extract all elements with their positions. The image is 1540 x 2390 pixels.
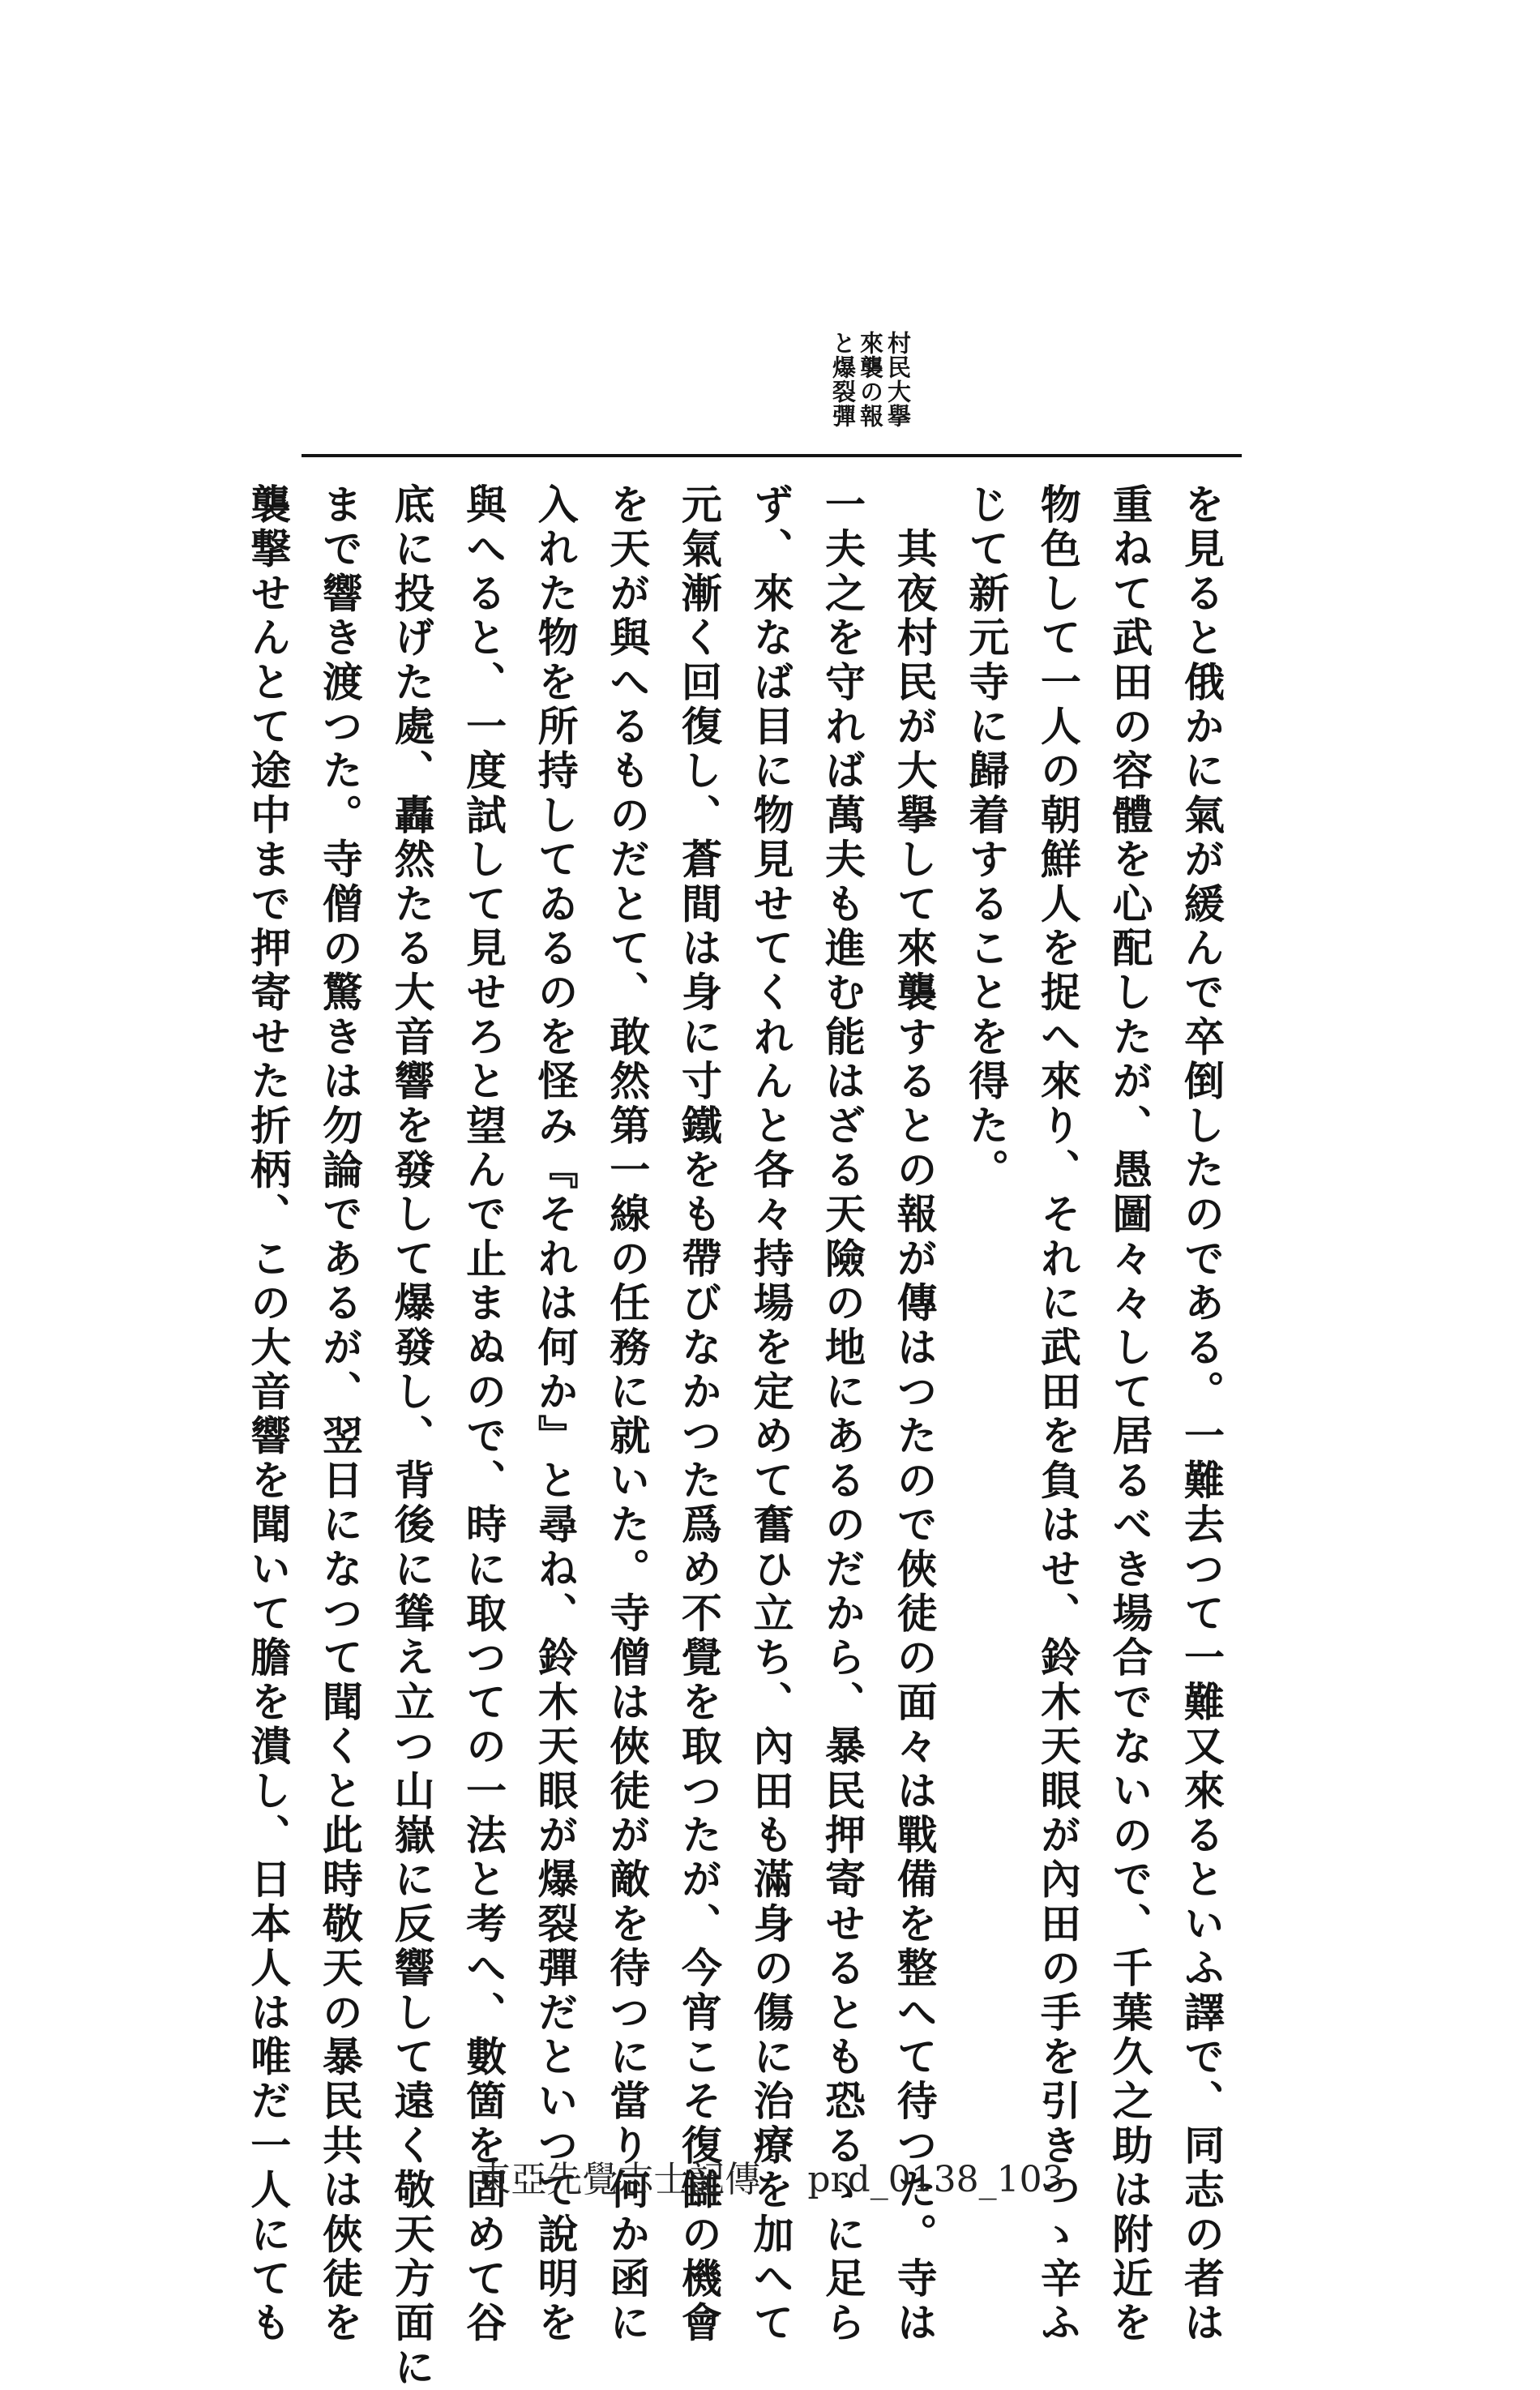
text-column: まで響き渡つた。寺僧の驚きは勿論であるが、翌日になつて聞くと此時敬天の暴民共は俠徒を bbox=[315, 483, 364, 2346]
margin-heading-line: と爆裂彈 bbox=[829, 331, 857, 428]
text-column: を見ると俄かに氣が緩んで卒倒したのである。一難去つて一難又來るといふ譯で、同志の者は bbox=[1178, 483, 1226, 2346]
text-column: 一夫之を守れば萬夫も進む能はざる天險の地にあるのだから、暴民押寄せるとも恐るゝに足ら bbox=[819, 483, 867, 2346]
text-column: 其夜村民が大擧して來襲するとの報が傳はつたので俠徒の面々は戰備を整へて待つた。寺は bbox=[890, 483, 939, 2346]
page-footer bbox=[0, 2150, 1540, 2202]
margin-heading-line: 來襲の報 bbox=[857, 331, 884, 428]
text-column: を天が與へるものだとて、敢然第一線の任務に就いた。寺僧は俠徒が敵を待つに當り何か函に bbox=[603, 483, 652, 2346]
text-column: 底に投げた處、轟然たる大音響を發して爆發し、背後に聳え立つ山嶽に反響して遠く敬天方面に bbox=[387, 483, 436, 2390]
text-column: 與へると、一度試して見せろと望んで止まぬので、時に取つての一法と考へ、數箇を固めて谷 bbox=[460, 483, 508, 2346]
horizontal-rule bbox=[302, 454, 1242, 457]
text-column: 物色して一人の朝鮮人を捉へ來り、それに武田を負はせ、鈴木天眼が內田の手を引きつゝ辛ふ bbox=[1033, 483, 1082, 2346]
footer-book-title: 東亞先覺志士記傳 bbox=[475, 2159, 761, 2200]
text-column: 元氣漸く回復し、蒼間は身に寸鐵をも帶びなかつた爲め不覺を取つたが、今宵こそ復讎の機會 bbox=[674, 483, 723, 2346]
text-column: 襲撃せんとて途中まで押寄せた折柄、この大音響を聞いて膽を潰し、日本人は唯だ一人にても bbox=[244, 483, 293, 2346]
text-column: じて新元寺に歸着することを得た。 bbox=[962, 483, 1011, 1193]
margin-heading bbox=[829, 331, 912, 428]
footer-page-code: prd_0138_103 bbox=[807, 2159, 1065, 2200]
text-column: 重ねて武田の容體を心配したが、愚圖々々して居るべき場合でないので、千葉久之助は附近を bbox=[1106, 483, 1154, 2346]
margin-heading-line: 村民大擧 bbox=[884, 331, 912, 428]
text-column: ず、來なば目に物見せてくれんと各々持場を定めて奮ひ立ち、內田も滿身の傷に治療を加へて bbox=[746, 483, 795, 2346]
text-column: 入れた物を所持してゐるのを怪み『それは何か』と尋ね、鈴木天眼が爆裂彈だといつて說明を bbox=[531, 483, 580, 2346]
